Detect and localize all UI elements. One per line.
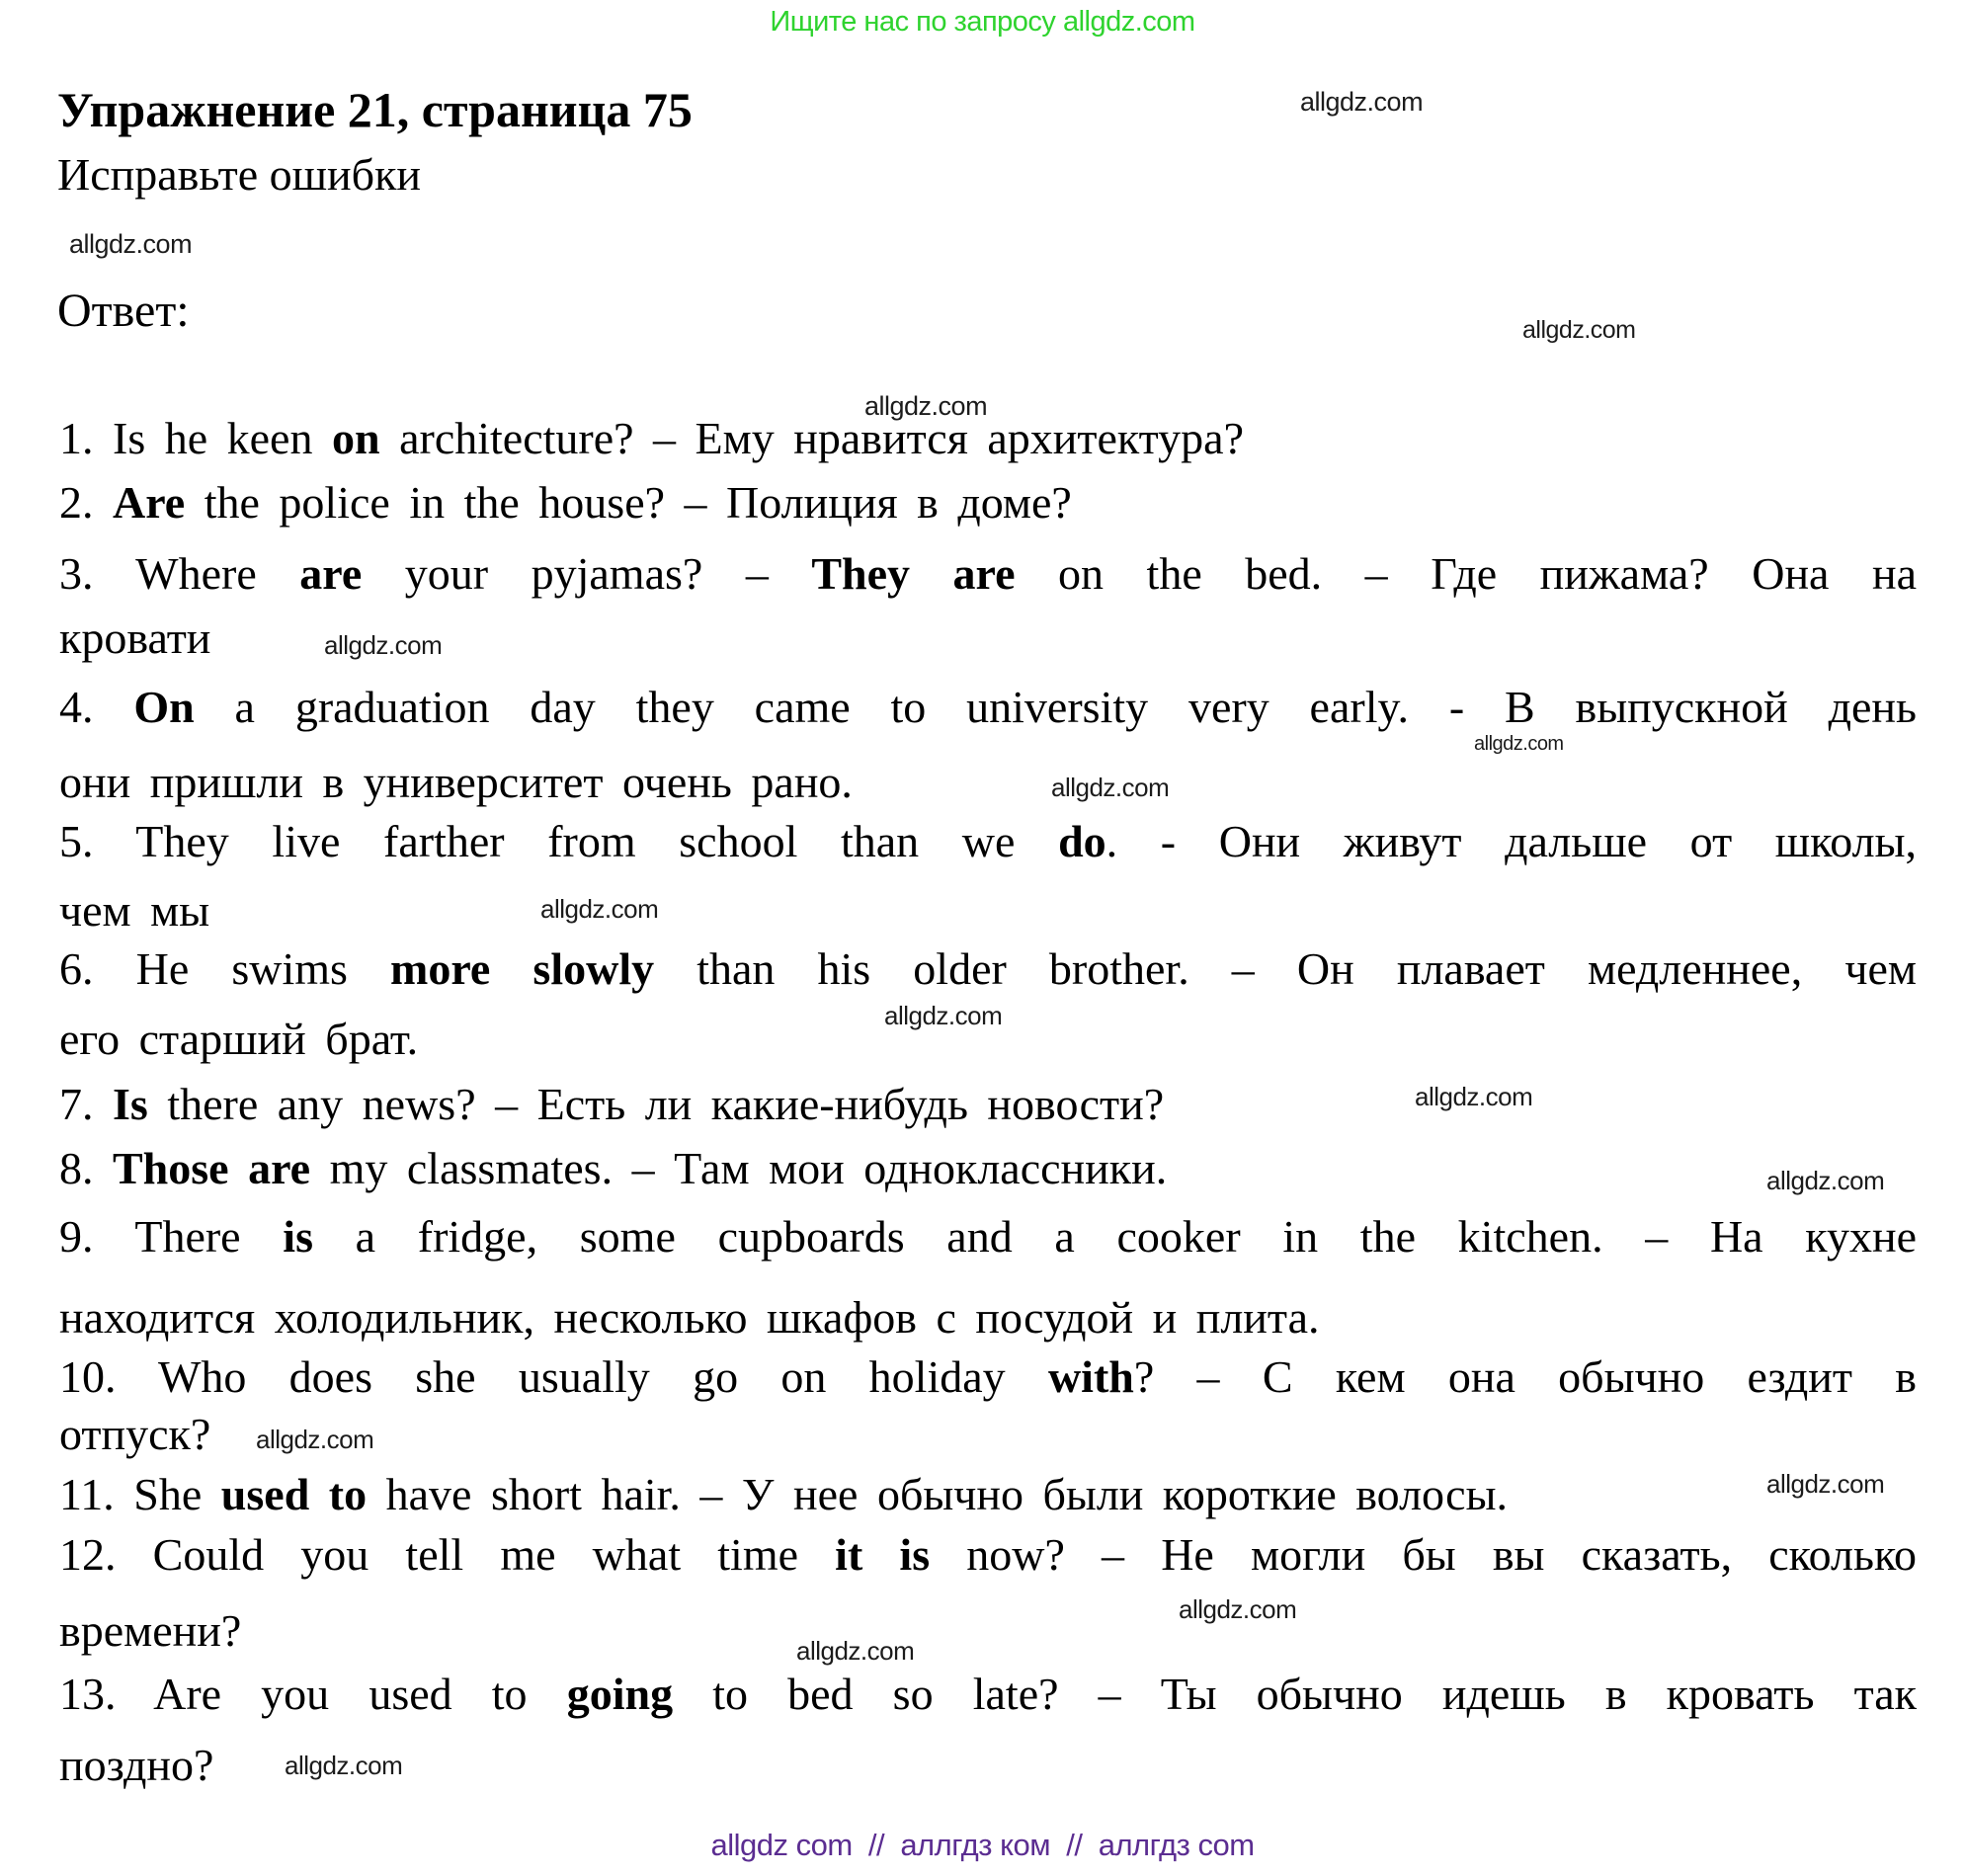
highlighted-word: more slowly <box>390 943 655 994</box>
highlighted-word: do <box>1058 816 1106 866</box>
exercise-title: Упражнение 21, страница 75 <box>57 82 693 137</box>
watermark-text: allgdz.com <box>1051 773 1170 802</box>
answer-line-item-3 <box>59 613 210 664</box>
answer-text: времени? <box>59 1605 242 1656</box>
answer-line-item-13 <box>59 1741 213 1791</box>
answer-line-item-4 <box>59 758 853 808</box>
highlighted-word: Those are <box>113 1143 311 1193</box>
watermark-text: allgdz.com <box>796 1636 915 1666</box>
highlighted-word: Is <box>113 1079 148 1129</box>
watermark-text: allgdz.com <box>69 229 193 259</box>
watermark-text: allgdz.com <box>1300 87 1424 117</box>
watermark-text: allgdz.com <box>1415 1082 1533 1111</box>
answer-text: than his older brother. – Он плавает медленнее, чем <box>654 943 1917 994</box>
watermark-text: allgdz.com <box>285 1751 403 1780</box>
watermark-text: allgdz.com <box>1474 733 1564 755</box>
answer-text: to bed so late? – Ты обычно идешь в кровать так <box>673 1669 1918 1719</box>
watermark-text: allgdz.com <box>1766 1469 1885 1499</box>
answer-text: ? – С кем она обычно ездит в <box>1133 1351 1917 1402</box>
answer-line-item-6 <box>59 1015 418 1065</box>
highlighted-word: Are <box>113 477 186 528</box>
answer-line-item-13 <box>59 1670 1917 1720</box>
answer-text: . - Они живут дальше от школы, <box>1105 816 1917 866</box>
footer-links: allgdz com // аллгдз ком // аллгдз com <box>710 1828 1255 1862</box>
answer-text: 12. Could you tell me what time <box>59 1529 836 1580</box>
watermark-text: allgdz.com <box>1766 1166 1885 1195</box>
answer-line-item-7 <box>59 1080 1164 1130</box>
answer-text: have short hair. – У нее обычно были короткие волосы. <box>367 1469 1508 1519</box>
answer-line-item-9 <box>59 1293 1320 1344</box>
answer-text: 1. Is he keen <box>59 413 332 463</box>
site-banner: Ищите нас по запросу allgdz.com <box>770 6 1195 38</box>
highlighted-word: going <box>566 1669 674 1719</box>
watermark-text: allgdz.com <box>324 630 443 660</box>
highlighted-word: with <box>1047 1351 1134 1402</box>
watermark-text: allgdz.com <box>1179 1594 1297 1624</box>
answer-text: now? – Не могли бы вы сказать, сколько <box>930 1529 1917 1580</box>
answer-text: architecture? – Ему нравится архитектура? <box>379 413 1245 463</box>
task-instruction: Исправьте ошибки <box>57 149 422 200</box>
highlighted-word: on <box>331 413 380 463</box>
answer-line-item-12 <box>59 1606 241 1657</box>
highlighted-word: used to <box>220 1469 368 1519</box>
answer-text: 9. There <box>59 1211 284 1262</box>
answer-text: находится холодильник, несколько шкафов с посудой и плита. <box>59 1292 1320 1343</box>
answer-text: поздно? <box>59 1740 214 1790</box>
answer-line-item-5 <box>59 817 1917 867</box>
answer-text: 13. Are you used to <box>59 1669 567 1719</box>
answer-text: 11. She <box>59 1469 221 1519</box>
answer-line-item-8 <box>59 1144 1167 1194</box>
highlighted-word: They are <box>811 548 1016 599</box>
answer-line-item-12 <box>59 1530 1917 1581</box>
answer-text: 5. They live farther from school than we <box>59 816 1059 866</box>
answer-text: 4. <box>59 682 134 732</box>
answer-text: 3. Where <box>59 548 300 599</box>
highlighted-word: are <box>299 548 363 599</box>
answer-line-item-5 <box>59 886 209 937</box>
answer-text: a fridge, some cupboards and a cooker in the kitchen. – На кухне <box>312 1211 1917 1262</box>
answer-label: Ответ: <box>57 285 190 337</box>
answer-text: 8. <box>59 1143 113 1193</box>
answer-line-item-10 <box>59 1410 210 1460</box>
answer-text: your pyjamas? – <box>362 548 812 599</box>
answer-text: отпуск? <box>59 1409 211 1459</box>
answer-text: there any news? – Есть ли какие-нибудь новости? <box>147 1079 1165 1129</box>
watermark-text: allgdz.com <box>540 894 659 924</box>
answer-text: a graduation day they came to university very early. - В выпускной день <box>194 682 1918 732</box>
answer-text: on the bed. – Где пижама? Она на <box>1015 548 1918 599</box>
answer-text: его старший брат. <box>59 1014 419 1064</box>
answer-text: the police in the house? – Полиция в доме? <box>185 477 1072 528</box>
answer-text: 6. He swims <box>59 943 391 994</box>
answer-line-item-1 <box>59 414 1244 464</box>
answer-text: они пришли в университет очень рано. <box>59 757 853 807</box>
answer-text: my classmates. – Там мои одноклассники. <box>310 1143 1168 1193</box>
answer-line-item-10 <box>59 1352 1917 1403</box>
answer-text: кровати <box>59 612 211 663</box>
answer-line-item-3 <box>59 549 1917 600</box>
answer-line-item-11 <box>59 1470 1508 1520</box>
watermark-text: allgdz.com <box>864 391 988 421</box>
watermark-text: allgdz.com <box>256 1425 374 1454</box>
answer-text: 2. <box>59 477 113 528</box>
answer-text: 7. <box>59 1079 113 1129</box>
answer-text: чем мы <box>59 885 210 936</box>
highlighted-word: is <box>283 1211 313 1262</box>
highlighted-word: On <box>133 682 195 732</box>
answer-text: 10. Who does she usually go on holiday <box>59 1351 1048 1402</box>
answer-line-item-9 <box>59 1212 1917 1263</box>
watermark-text: allgdz.com <box>1522 316 1636 344</box>
answer-line-item-6 <box>59 944 1917 995</box>
watermark-text: allgdz.com <box>884 1001 1003 1030</box>
answer-line-item-2 <box>59 478 1072 529</box>
answer-line-item-4 <box>59 683 1917 733</box>
highlighted-word: it is <box>835 1529 931 1580</box>
